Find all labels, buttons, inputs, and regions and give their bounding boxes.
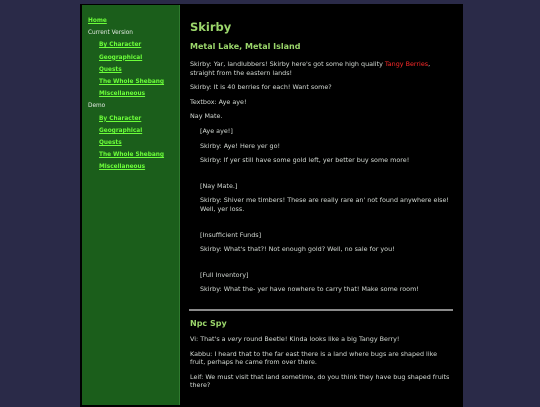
dialogue-line: Skirby: Shiver me timbers! These are really rare an' not found anywhere else! Well, yer loss. (200, 196, 449, 213)
emphasis-text: very (227, 334, 242, 343)
nav-current-whole-shebang-link[interactable]: The Whole Shebang (99, 79, 165, 86)
dialogue-text: Vi: That's a (190, 334, 228, 343)
nav-section-current-version: Current Version (88, 30, 133, 37)
dialogue-line: Leif: We must visit that land sometime, do you think they have bug shaped fruits there? (190, 372, 450, 390)
dialogue-option: [Nay Mate.] (200, 181, 238, 190)
nav-current-miscellaneous-link[interactable]: Miscellaneous (99, 91, 146, 98)
nav-demo-miscellaneous-link[interactable]: Miscellaneous (99, 164, 146, 171)
location-heading: Metal Lake, Metal Island (190, 42, 301, 51)
item-highlight: Tangy Berries (384, 60, 429, 68)
nav-home-link[interactable]: Home (88, 18, 107, 24)
nav-demo-geographical-link[interactable]: Geographical (99, 127, 143, 134)
dialogue-option: [Full Inventory] (200, 270, 249, 279)
dialogue-line (190, 335, 451, 344)
dialogue-option: [Insufficient Funds] (200, 230, 262, 239)
page-title: Skirby (190, 20, 232, 34)
dialogue-option: [Aye aye!] (200, 126, 233, 135)
dialogue-text: round Beetle! Kinda looks like a big Tangy Berry! (241, 334, 400, 343)
dialogue-line: Skirby: What's that?! Not enough gold? Well, no sale for you! (200, 245, 395, 254)
nav-demo-whole-shebang-link[interactable]: The Whole Shebang (99, 152, 165, 159)
nav-current-quests-link[interactable]: Quests (99, 66, 122, 73)
npc-spy-heading: Npc Spy (190, 318, 227, 328)
nav-section-demo: Demo (88, 103, 106, 110)
nav-demo-quests-link[interactable]: Quests (99, 140, 122, 147)
dialogue-line: Skirby: It is 40 berries for each! Want some? (190, 83, 332, 92)
dialogue-text: Skirby: Yar, landlubbers! Skirby here's got some high quality (190, 60, 385, 68)
nav-demo-by-character-link[interactable]: By Character (99, 115, 142, 122)
dialogue-line: Skirby: What the- yer have nowhere to carry that! Make some room! (200, 285, 419, 294)
dialogue-line (190, 60, 451, 77)
section-divider (189, 309, 453, 311)
nav-current-by-character-link[interactable]: By Character (99, 42, 142, 49)
nav-current-geographical-link[interactable]: Geographical (99, 54, 143, 61)
sidebar-nav (82, 5, 180, 405)
dialogue-line: Kabbu: I heard that to the far east there is a land where bugs are shaped like fruit, perhaps he came from over there. (190, 349, 438, 367)
dialogue-line: Textbox: Aye aye! (190, 97, 247, 106)
dialogue-text: , straight from the eastern lands! (190, 60, 431, 77)
main-content (181, 5, 460, 405)
dialogue-line: Skirby: Aye! Here yer go! (200, 141, 281, 150)
dialogue-line: Nay Mate. (190, 112, 223, 121)
dialogue-line: Skirby: If yer still have some gold left, yer better buy some more! (200, 156, 410, 165)
